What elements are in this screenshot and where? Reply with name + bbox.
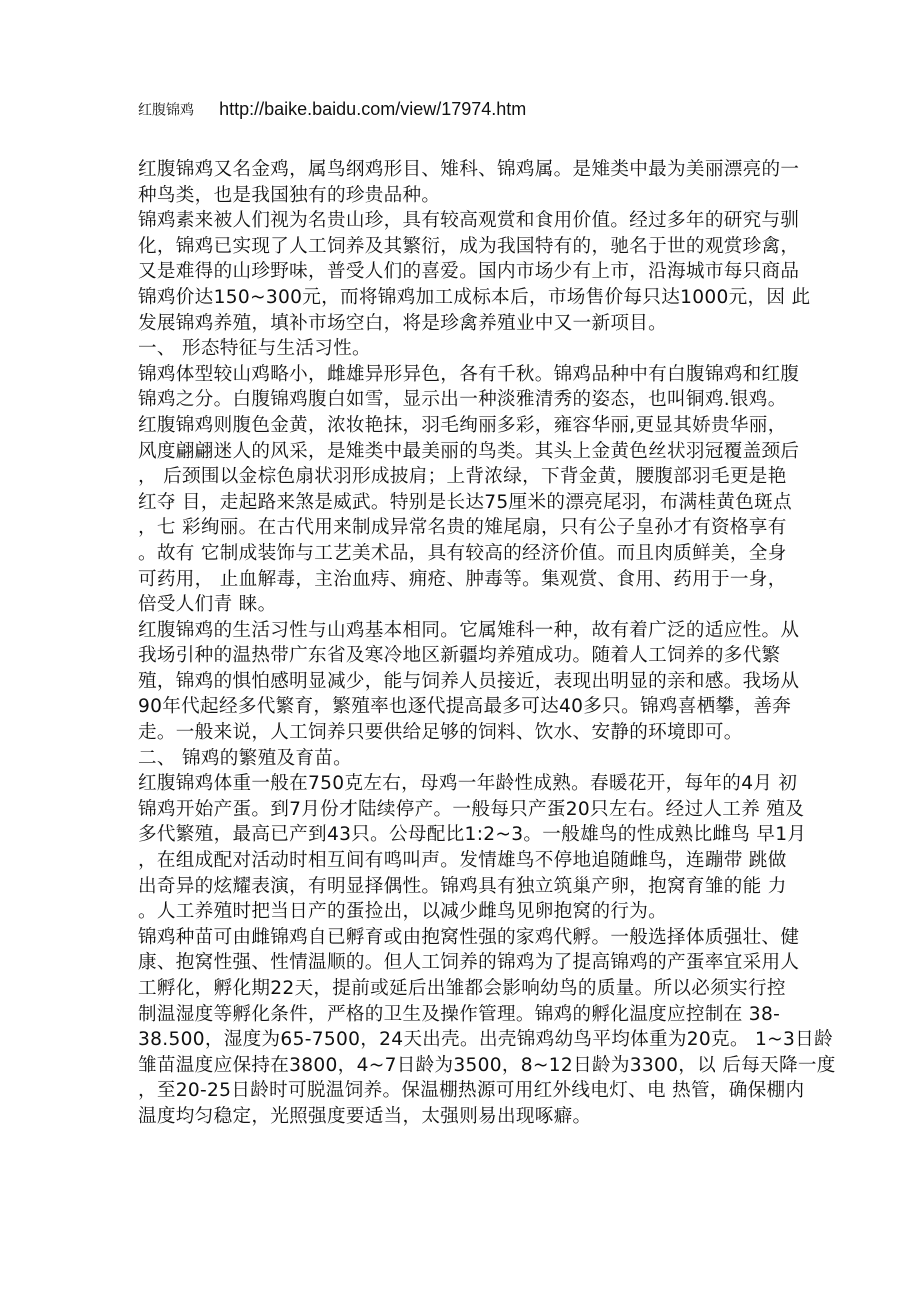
text-line: 制温湿度等孵化条件，严格的卫生及操作管理。锦鸡的孵化温度应控制在 38- [138, 1003, 781, 1025]
text-line: 走。一般来说，人工饲养只要供给足够的饲料、饮水、安静的环境即可。 [138, 722, 743, 744]
text-line: 殖，锦鸡的惧怕感明显减少，能与饲养人员接近，表现出明显的亲和感。我场从 [138, 670, 800, 692]
text-line: 90年代起经多代繁育，繁殖率也逐代提高最多可达40多只。锦鸡喜栖攀，善奔 [138, 696, 792, 718]
text-line: 多代繁殖，最高已产到43只。公母配比1:2~3。一般雄鸟的性成熟比雌鸟 早1月 [138, 824, 807, 846]
text-line: 锦鸡素来被人们视为名贵山珍，具有较高观赏和食用价值。经过多年的研究与驯 [138, 210, 800, 232]
text-line: 倍受人们青 睐。 [138, 594, 277, 616]
text-line: ，在组成配对活动时相互间有鸣叫声。发情雄鸟不停地追随雌鸟，连蹦带 跳做 [138, 850, 787, 872]
text-line: 康、抱窝性强、性情温顺的。但人工饲养的锦鸡为了提高锦鸡的产蛋率宜采用人 [138, 952, 800, 974]
document-body [138, 157, 836, 1130]
text-line: 红腹锦鸡的生活习性与山鸡基本相同。它属雉科一种，故有着广泛的适应性。从 [138, 619, 800, 641]
document-title: 红腹锦鸡 [138, 102, 194, 119]
text-line: 发展锦鸡养殖，填补市场空白，将是珍禽养殖业中又一新项目。 [138, 312, 668, 334]
text-line: 化，锦鸡已实现了人工饲养及其繁衍，成为我国特有的，驰名于世的观赏珍禽， [138, 235, 800, 257]
text-line: ， 后颈围以金棕色扇状羽形成披肩；上背浓绿，下背金黄，腰腹部羽毛更是艳 [138, 466, 787, 488]
text-line: 风度翩翩迷人的风采，是雉类中最美丽的鸟类。其头上金黄色丝状羽冠覆盖颈后 [138, 440, 800, 462]
text-line: 可药用， 止血解毒，主治血痔、痈疮、肿毒等。集观赏、食用、药用于一身， [138, 568, 787, 590]
text-line: 。故有 它制成装饰与工艺美术品，具有较高的经济价值。而且肉质鲜美，全身 [138, 542, 787, 564]
text-line: 又是难得的山珍野味，普受人们的喜爱。国内市场少有上市，沿海城市每只商品 [138, 261, 800, 283]
text-line: 38.500，湿度为65-7500，24天出壳。出壳锦鸡幼鸟平均体重为20克。 1~3日龄 [138, 1029, 833, 1051]
text-line: 二、 锦鸡的繁殖及育苗。 [138, 747, 353, 769]
document-header [138, 99, 526, 120]
text-line: 雏苗温度应保持在3800，4~7日龄为3500，8~12日龄为3300，以 后每天降一度 [138, 1054, 836, 1076]
text-line: ，至20-25日龄时可脱温饲养。保温棚热源可用红外线电灯、电 热管，确保棚内 [138, 1080, 805, 1102]
text-line: 锦鸡开始产蛋。到7月份才陆续停产。一般每只产蛋20只左右。经过人工养 殖及 [138, 798, 805, 820]
text-line: 我场引种的温热带广东省及寒冷地区新疆均养殖成功。随着人工饲养的多代繁 [138, 645, 781, 667]
text-line: 一、 形态特征与生活习性。 [138, 338, 371, 360]
text-line: 红腹锦鸡则腹色金黄，浓妆艳抹，羽毛绚丽多彩，雍容华丽,更显其娇贵华丽， [138, 414, 787, 436]
text-line: 温度均匀稳定，光照强度要适当，太强则易出现啄癖。 [138, 1105, 592, 1127]
text-line: 出奇异的炫耀表演，有明显择偶性。锦鸡具有独立筑巢产卵，抱窝育雏的能 力 [138, 875, 787, 897]
text-line: 锦鸡之分。白腹锦鸡腹白如雪，显示出一种淡雅清秀的姿态，也叫铜鸡.银鸡。 [138, 389, 787, 411]
text-line: ，七 彩绚丽。在古代用来制成异常名贵的雉尾扇，只有公子皇孙才有资格享有 [138, 517, 787, 539]
text-line: 。人工养殖时把当日产的蛋捡出，以减少雌鸟见卵抱窝的行为。 [138, 901, 668, 923]
text-line: 锦鸡体型较山鸡略小，雌雄异形异色，各有千秋。锦鸡品种中有白腹锦鸡和红腹 [138, 363, 800, 385]
text-line: 红腹锦鸡又名金鸡，属鸟纲鸡形目、雉科、锦鸡属。是雉类中最为美丽漂亮的一 [138, 159, 800, 180]
text-line: 红腹锦鸡体重一般在750克左右，母鸡一年龄性成熟。春暖花开，每年的4月 初 [138, 773, 798, 795]
source-url: http://baike.baidu.com/view/17974.htm [219, 99, 527, 119]
text-line: 种鸟类，也是我国独有的珍贵品种。 [138, 184, 441, 206]
text-line: 工孵化，孵化期22天，提前或延后出雏都会影响幼鸟的质量。所以必须实行控 [138, 978, 786, 999]
text-line: 锦鸡价达150~300元，而将锦鸡加工成标本后，市场售价每只达1000元，因 此 [138, 286, 811, 308]
text-line: 锦鸡种苗可由雌锦鸡自已孵育或由抱窝性强的家鸡代孵。一般选择体质强壮、健 [138, 926, 800, 948]
text-line: 红夺 目，走起路来煞是威武。特别是长达75厘米的漂亮尾羽，布满桂黄色斑点 [138, 491, 792, 513]
